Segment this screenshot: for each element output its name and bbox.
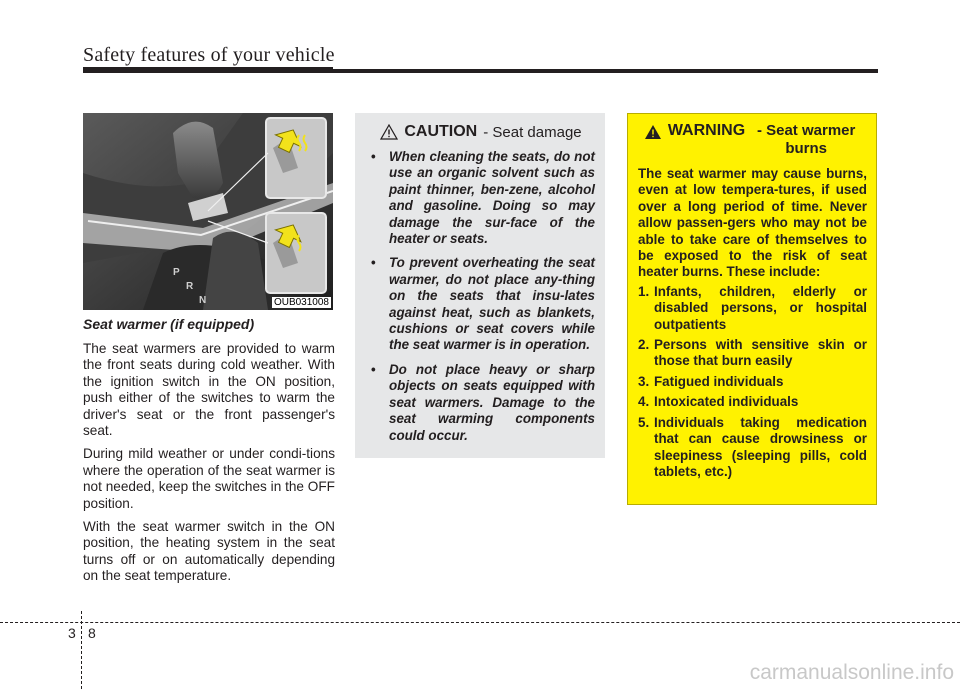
caution-item [367, 255, 595, 353]
warning-item [638, 394, 867, 410]
switch-panel-top [266, 118, 326, 198]
header-rule [83, 69, 878, 73]
warning-title [638, 122, 867, 158]
seat-warmer-figure [83, 113, 333, 310]
section-paragraph: During mild weather or under condi-tions where the operation of the seat warmer is not needed, keep the switches in the OFF position. [83, 446, 335, 511]
caution-subtitle: - Seat damage [483, 123, 582, 141]
figure-caption: OUB031008 [273, 297, 329, 308]
caution-item [367, 362, 595, 444]
section-paragraph: With the seat warmer switch in the ON position, the heating system in the seat turns off or on automatically depending on the seat temperature. [83, 519, 335, 584]
warning-item-text: Infants, children, elderly or disabled persons, or hospital outpatients [654, 283, 867, 332]
caution-label: CAUTION [404, 123, 478, 140]
warning-item [638, 284, 867, 333]
bullet: • [371, 149, 376, 164]
item-number: 2. [638, 337, 650, 353]
warning-label: WARNING [667, 122, 746, 139]
caution-item-text: When cleaning the seats, do not use an organic solvent such as paint thinner, ben-zene, alcohol and gasoline. Doing so may damage the sur-face of the heater or seats. [389, 149, 595, 247]
warning-item-text: Intoxicated individuals [654, 394, 799, 410]
seat-warmer-section [83, 316, 335, 592]
warning-intro: The seat warmer may cause burns, even at low tempera-tures, if used over a long period of time. Never allow passen-gers who may not be able to take care of themselves to be exposed to the risk of seat heater burns. These include: [638, 166, 867, 280]
bullet: • [371, 255, 376, 271]
item-number: 4. [638, 394, 650, 410]
caution-item-text: Do not place heavy or sharp objects on seats equipped with seat warmers. Damage to the seat warming components could occur. [389, 361, 595, 443]
warning-triangle-icon [644, 124, 662, 140]
section-heading: Seat warmer (if equipped) [83, 316, 255, 332]
caution-title [367, 123, 595, 141]
caution-list [367, 149, 595, 444]
caution-item [367, 149, 595, 247]
page-number: 8 [88, 625, 96, 641]
item-number: 3. [638, 373, 650, 389]
page-header-title: Safety features of your vehicle [83, 44, 335, 66]
item-number: 5. [638, 414, 650, 430]
warning-item-text: Fatigued individuals [654, 373, 784, 389]
bullet: • [371, 361, 376, 377]
footer-divider [0, 622, 960, 623]
warning-item [638, 337, 867, 370]
warning-item-text: Persons with sensitive skin or those that burn easily [654, 337, 867, 369]
caution-item-text: To prevent overheating the seat warmer, do not place any-thing on the seats that insu-lates against heat, such as blankets, cushions or seat covers while the seat warmer is in operation. [389, 255, 595, 353]
gear-letter-n: N [199, 295, 207, 306]
switch-panel-bottom [266, 213, 326, 293]
item-number: 1. [638, 283, 650, 299]
watermark: carmanualsonline.info [749, 661, 954, 684]
warning-item [638, 415, 867, 481]
warning-list [638, 284, 867, 480]
warning-item-text: Individuals taking medication that can cause drowsiness or sleepiness (sleeping pills, cold tablets, etc.) [654, 414, 867, 479]
warning-subtitle: - Seat warmer burns [756, 122, 856, 157]
caution-triangle-icon [380, 124, 398, 140]
chapter-number: 3 [68, 625, 76, 641]
warning-box [627, 113, 877, 505]
footer-vertical-divider [81, 611, 83, 689]
section-paragraph: The seat warmers are provided to warm the front seats during cold weather. With the ignition switch in the ON position, push either of the switches to warm the driver's seat or the front passenger's seat. [83, 341, 335, 439]
caution-box [355, 113, 605, 458]
seat-warmer-illustration [83, 113, 333, 310]
gear-letter-p: P [173, 267, 180, 278]
warning-item [638, 374, 867, 390]
gear-letter-r: R [186, 281, 194, 292]
